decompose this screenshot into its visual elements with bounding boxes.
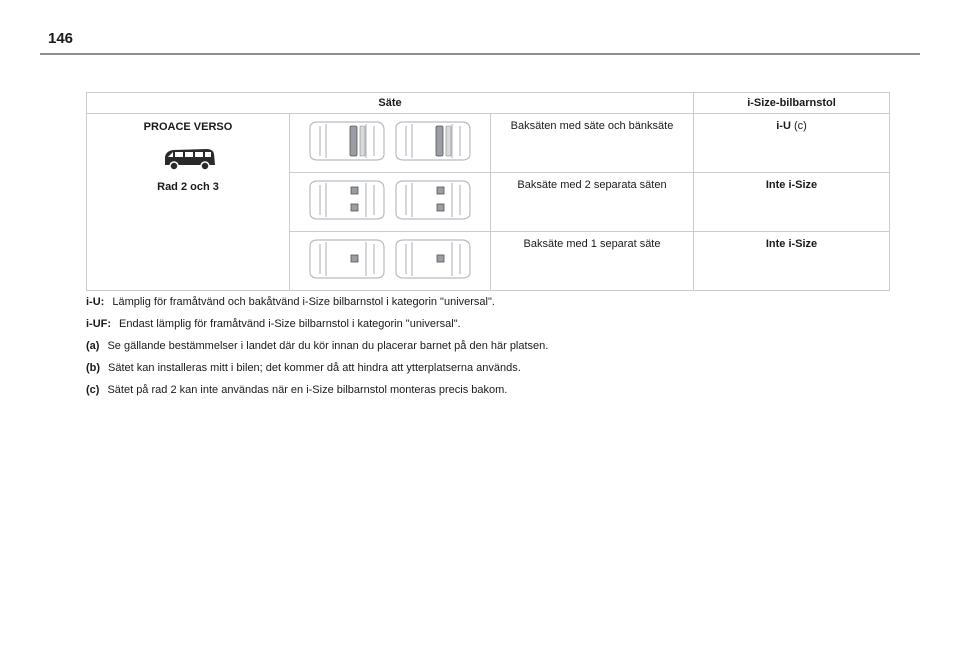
- seat-type-cell: [491, 232, 694, 291]
- isize-cell: [694, 173, 890, 232]
- seat-type-text: Baksäte med 2 separata säten: [517, 179, 667, 191]
- isize-value: Inte i-Size: [765, 238, 818, 250]
- vehicle-rows: Rad 2 och 3: [157, 181, 219, 193]
- footnote-text: Lämplig för framåtvänd och bakåtvänd i-Size bilbarnstol i kategorin "universal".: [112, 296, 495, 308]
- seat-type-text: Baksäte med 1 separat säte: [523, 238, 661, 250]
- van-side-icon: [159, 145, 217, 173]
- footnote-text: Endast lämplig för framåtvänd i-Size bilbarnstol i kategorin "universal".: [119, 318, 461, 330]
- vehicle-cell: [87, 114, 290, 291]
- seat-type-cell: [491, 173, 694, 232]
- footnote-key: i-U:: [86, 296, 105, 308]
- footnote-key: i-UF:: [86, 318, 112, 330]
- bench-seat-diagram: [304, 118, 476, 164]
- isize-cell: [694, 114, 890, 173]
- vehicle-model: PROACE VERSO: [143, 121, 233, 133]
- footnote-text: Se gällande bestämmelser i landet där du kör innan du placerar barnet på den här platsen.: [107, 340, 549, 352]
- seat-type-text: Baksäten med säte och bänksäte: [510, 120, 674, 132]
- seat-table: [86, 92, 890, 291]
- table-row: [87, 114, 890, 173]
- header-isize: i-Size-bilbarnstol: [694, 93, 890, 114]
- one-separate-seat-diagram: [304, 236, 476, 282]
- seat-diagram-cell: [290, 173, 491, 232]
- header-rule: [40, 53, 920, 55]
- seat-diagram-cell: [290, 232, 491, 291]
- page-number: 146: [48, 30, 74, 47]
- footnote: [86, 340, 890, 352]
- footnote-text: Sätet kan installeras mitt i bilen; det kommer då att hindra att ytterplatserna används.: [108, 362, 521, 374]
- isize-note: (c): [790, 120, 807, 132]
- footnote-key: (c): [86, 384, 100, 396]
- footnote-key: (a): [86, 340, 100, 352]
- two-separate-seats-diagram: [304, 177, 476, 223]
- table-header-row: [87, 93, 890, 114]
- seat-type-cell: [491, 114, 694, 173]
- footnote: [86, 318, 890, 330]
- footnote: [86, 362, 890, 374]
- footnote-key: (b): [86, 362, 101, 374]
- isize-value: Inte i-Size: [765, 179, 818, 191]
- isize-cell: [694, 232, 890, 291]
- footnote: [86, 296, 890, 308]
- header-seat: Säte: [87, 93, 694, 114]
- isize-value: i-U: [776, 120, 791, 132]
- footnote-text: Sätet på rad 2 kan inte användas när en i-Size bilbarnstol monteras precis bakom.: [107, 384, 508, 396]
- seat-diagram-cell: [290, 114, 491, 173]
- footnotes: [86, 296, 890, 406]
- footnote: [86, 384, 890, 396]
